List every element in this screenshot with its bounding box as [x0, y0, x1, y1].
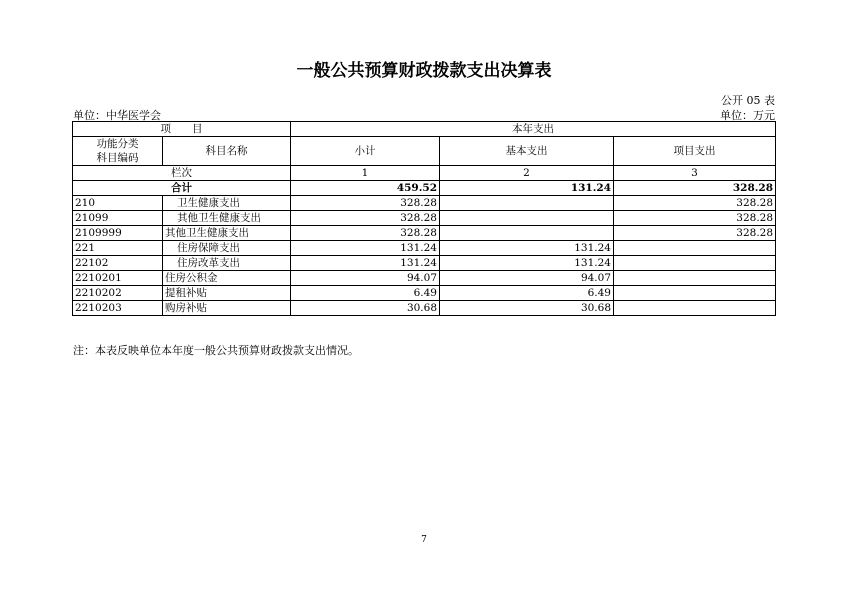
- header-subtotal: 小计: [291, 137, 440, 166]
- header-item: 项 目: [73, 122, 291, 137]
- row-code: 221: [73, 241, 163, 256]
- total-subtotal: 459.52: [291, 181, 440, 196]
- document-title: 一般公共预算财政拨款支出决算表: [296, 61, 552, 81]
- row-subject-name: 住房保障支出: [163, 241, 291, 256]
- row-subtotal: 328.28: [291, 226, 440, 241]
- column-index-row: [73, 166, 776, 181]
- column-index-2: 2: [440, 166, 614, 181]
- row-basic: 94.07: [440, 271, 614, 286]
- header-project: 项目支出: [614, 137, 776, 166]
- page-number: 7: [421, 535, 427, 545]
- row-subject-name: 购房补贴: [163, 301, 291, 316]
- row-code: 210: [73, 196, 163, 211]
- row-code: 22102: [73, 256, 163, 271]
- row-code: 2210202: [73, 286, 163, 301]
- row-subject-name: 住房公积金: [163, 271, 291, 286]
- table-row: [73, 271, 776, 286]
- row-basic: 30.68: [440, 301, 614, 316]
- row-basic: 131.24: [440, 241, 614, 256]
- table-row: [73, 226, 776, 241]
- table-row: [73, 241, 776, 256]
- row-subject-name: 住房改革支出: [163, 256, 291, 271]
- header-current-year: 本年支出: [291, 122, 776, 137]
- row-subtotal: 30.68: [291, 301, 440, 316]
- expenditure-table: [72, 121, 776, 316]
- header-basic: 基本支出: [440, 137, 614, 166]
- row-project: [614, 241, 776, 256]
- row-project: [614, 256, 776, 271]
- table-row: [73, 301, 776, 316]
- row-basic: [440, 211, 614, 226]
- row-project: [614, 271, 776, 286]
- row-project: 328.28: [614, 196, 776, 211]
- total-label: 合计: [73, 181, 291, 196]
- row-code: 21099: [73, 211, 163, 226]
- row-subtotal: 328.28: [291, 196, 440, 211]
- total-basic: 131.24: [440, 181, 614, 196]
- row-subject-name: 其他卫生健康支出: [163, 211, 291, 226]
- row-subject-name: 提租补贴: [163, 286, 291, 301]
- row-subtotal: 6.49: [291, 286, 440, 301]
- row-basic: 131.24: [440, 256, 614, 271]
- row-subtotal: 94.07: [291, 271, 440, 286]
- row-code: 2210201: [73, 271, 163, 286]
- header-row-2: [73, 137, 776, 166]
- data-rows: [73, 196, 776, 316]
- row-project: [614, 301, 776, 316]
- row-basic: [440, 226, 614, 241]
- unit-currency: 单位：万元: [720, 109, 775, 122]
- column-index-label: 栏次: [73, 166, 291, 181]
- table-row: [73, 256, 776, 271]
- header-row-1: [73, 122, 776, 137]
- table-code: 公开 05 表: [721, 94, 775, 107]
- table-row: [73, 286, 776, 301]
- footnote: 注：本表反映单位本年度一般公共预算财政拨款支出情况。: [73, 344, 359, 357]
- column-index-3: 3: [614, 166, 776, 181]
- row-subtotal: 131.24: [291, 256, 440, 271]
- row-basic: [440, 196, 614, 211]
- unit-organization: 单位：中华医学会: [73, 109, 161, 122]
- header-func-code: 功能分类 科目编码: [73, 137, 163, 166]
- total-row: [73, 181, 776, 196]
- row-basic: 6.49: [440, 286, 614, 301]
- header-subject-name: 科目名称: [163, 137, 291, 166]
- row-subject-name: 其他卫生健康支出: [163, 226, 291, 241]
- row-code: 2109999: [73, 226, 163, 241]
- row-code: 2210203: [73, 301, 163, 316]
- row-project: 328.28: [614, 226, 776, 241]
- row-subtotal: 131.24: [291, 241, 440, 256]
- row-subject-name: 卫生健康支出: [163, 196, 291, 211]
- table-row: [73, 196, 776, 211]
- table-row: [73, 211, 776, 226]
- row-subtotal: 328.28: [291, 211, 440, 226]
- total-project: 328.28: [614, 181, 776, 196]
- column-index-1: 1: [291, 166, 440, 181]
- row-project: [614, 286, 776, 301]
- row-project: 328.28: [614, 211, 776, 226]
